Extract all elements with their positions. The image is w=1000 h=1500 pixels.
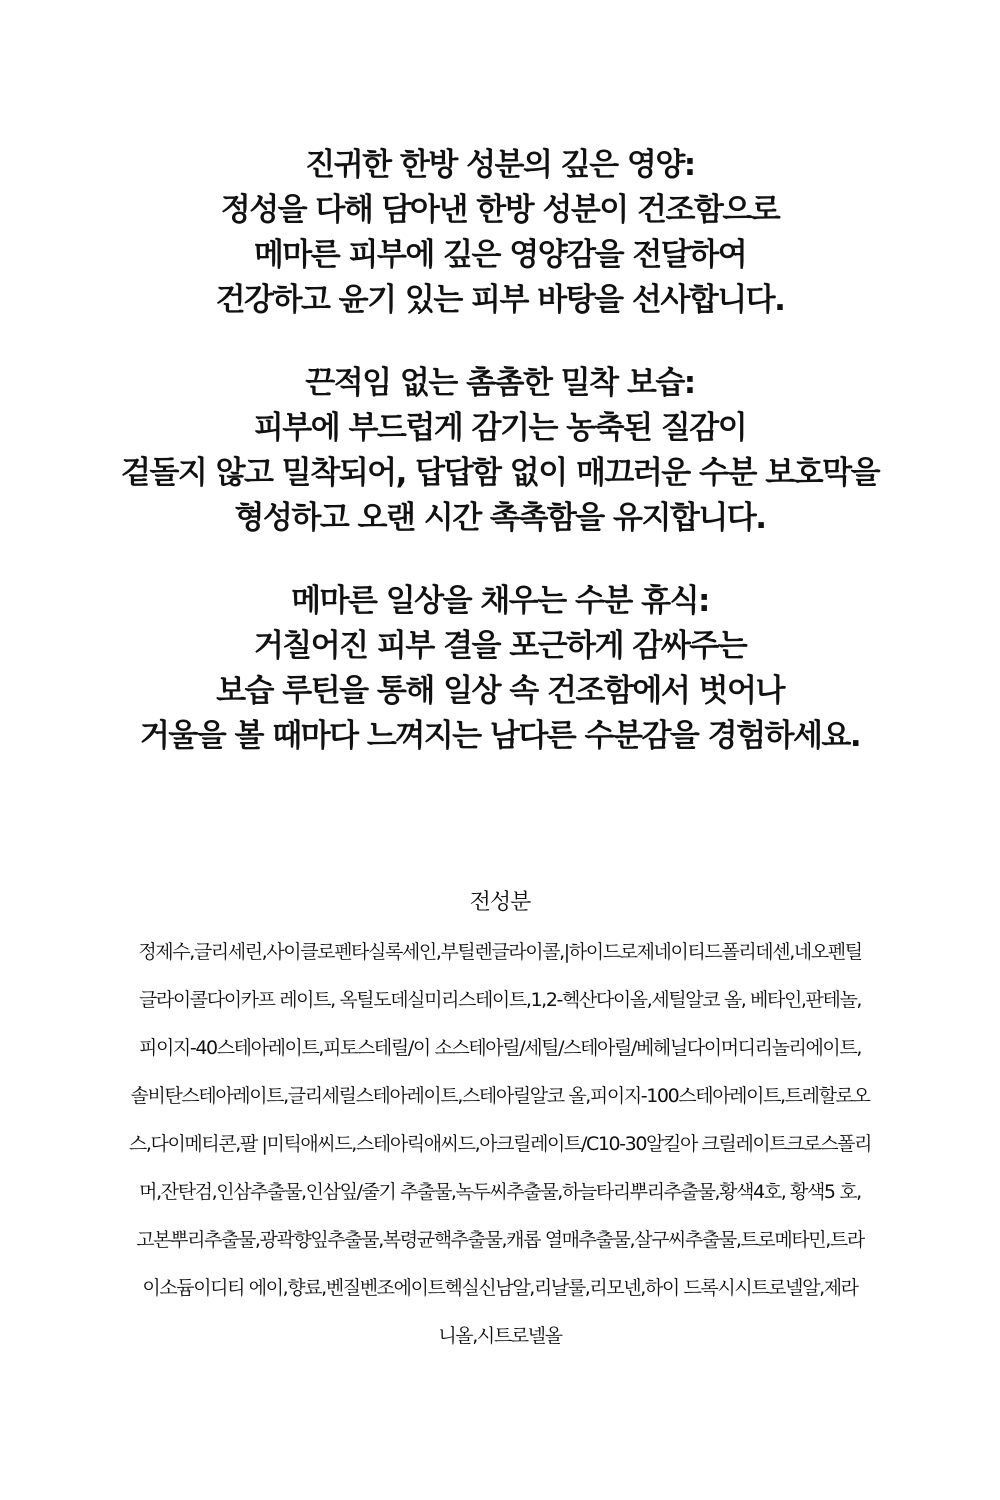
ingredients-section (55, 878, 945, 1360)
benefit-text-line: 보습 루틴을 통해 일상 속 건조함에서 벗어나 (216, 673, 784, 709)
benefit-heading: 메마른 일상을 채우는 수분 휴식: (291, 583, 709, 619)
benefit-text-line: 정성을 다해 담아낸 한방 성분이 건조함으로 (220, 192, 780, 228)
benefit-text-line: 메마른 피부에 깊은 영양감을 전달하여 (253, 237, 747, 273)
benefit-heading: 진귀한 한방 성분의 깊은 영양: (305, 147, 695, 183)
benefit-block-nutrition (40, 143, 960, 323)
benefit-block-hydration-rest (40, 579, 960, 759)
benefits-section (40, 143, 960, 797)
benefit-text-line: 형성하고 오랜 시간 촉촉함을 유지합니다. (234, 500, 766, 536)
ingredients-line: 피이지-40스테아레이트,피토스테릴/이 소스테아릴/세틸/스테아릴/베헤닐다이머디리놀리에이트, (139, 1037, 861, 1059)
benefit-text-line: 피부에 부드럽게 감기는 농축된 질감이 (253, 410, 747, 446)
ingredients-line: 니올,시트로넬올 (438, 1325, 562, 1347)
benefit-text-line: 건강하고 윤기 있는 피부 바탕을 선사합니다. (215, 282, 785, 318)
benefit-text-line: 거울을 볼 때마다 느껴지는 남다른 수분감을 경험하세요. (139, 718, 861, 754)
benefit-block-moisture-adhesion (40, 361, 960, 541)
benefit-text-line: 거칠어진 피부 결을 포근하게 감싸주는 (253, 628, 747, 664)
ingredients-line: 머,잔탄검,인삼추출물,인삼잎/줄기 추출물,녹두씨추출물,하늘타리뿌리추출물,황색4호, 황색5 호, (139, 1181, 861, 1203)
ingredients-line: 정제수,글리세린,사이클로펜타실록세인,부틸렌글라이콜,|하이드로제네이티드폴리데센,네오펜틸 (138, 941, 862, 963)
benefit-text-line: 겉돌지 않고 밀착되어, 답답함 없이 매끄러운 수분 보호막을 (120, 455, 880, 491)
benefit-heading: 끈적임 없는 촘촘한 밀착 보습: (305, 365, 695, 401)
ingredients-line: 스,다이메티콘,팔 |미틱애씨드,스테아릭애씨드,아크릴레이트/C10-30알킬아 크릴레이트크로스폴리 (128, 1133, 872, 1155)
ingredients-line: 솔비탄스테아레이트,글리세릴스테아레이트,스테아릴알코 올,피이지-100스테아레이트,트레할로오 (130, 1085, 870, 1107)
ingredients-line: 고본뿌리추출물,광곽향잎추출물,복령균핵추출물,캐롭 열매추출물,살구씨추출물,트로메타민,트라 (136, 1229, 864, 1251)
ingredients-title: 전성분 (469, 890, 531, 915)
ingredients-line: 이소듐이디티 에이,향료,벤질벤조에이트헥실신남알,리날룰,리모넨,하이 드록시시트로넬알,제라 (142, 1277, 858, 1299)
ingredients-line: 글라이콜다이카프 레이트, 옥틸도데실미리스테이트,1,2-헥산다이올,세틸알코 올, 베타인,판테놀, (138, 989, 862, 1011)
